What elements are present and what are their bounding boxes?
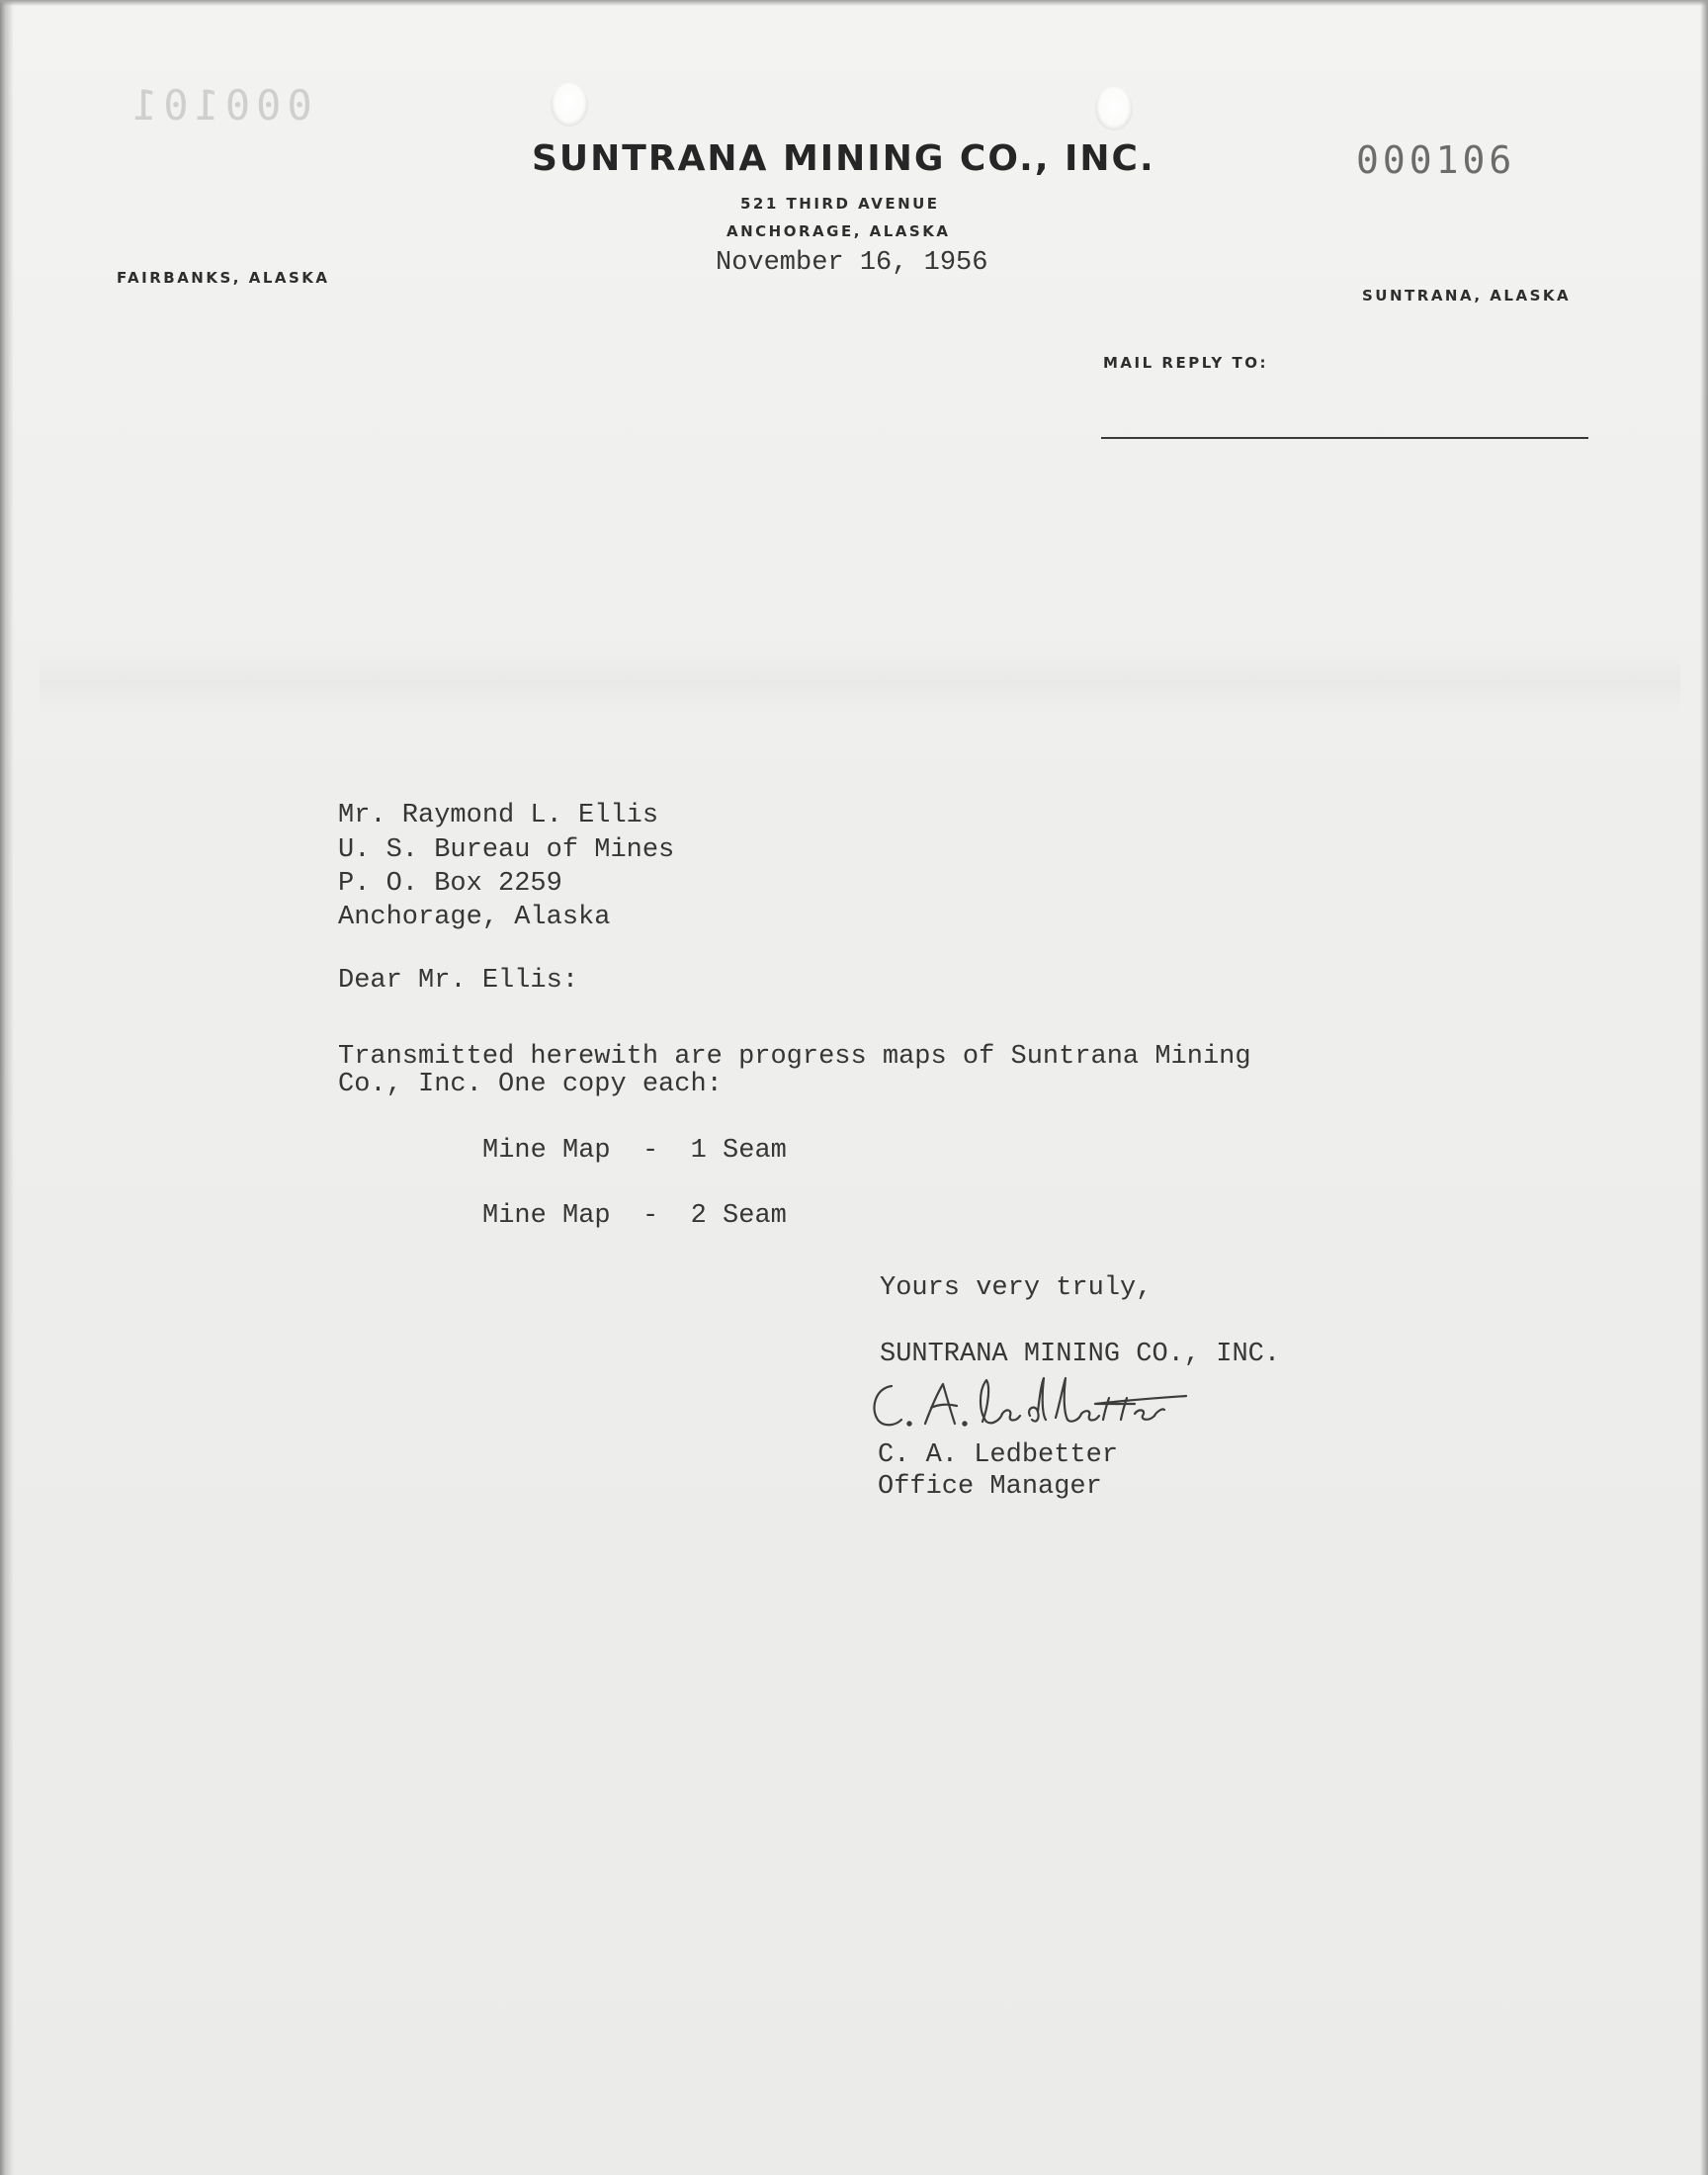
mail-reply-label: MAIL REPLY TO: (1103, 354, 1268, 372)
recipient-line: P. O. Box 2259 (338, 869, 562, 899)
punch-hole-left (551, 83, 588, 127)
document-number: 000106 (1356, 138, 1516, 182)
complimentary-closing: Yours very truly, (880, 1273, 1153, 1303)
signer-name: C. A. Ledbetter (878, 1440, 1119, 1470)
letterhead-company-name: SUNTRANA MINING CO., INC. (532, 138, 1155, 179)
body-line: Transmitted herewith are progress maps of Suntrana Mining (338, 1042, 1251, 1072)
letterhead-branch-suntrana: SUNTRANA, ALASKA (1362, 287, 1572, 304)
scan-edge-top (0, 0, 1708, 6)
closing-company-name: SUNTRANA MINING CO., INC. (880, 1340, 1281, 1369)
salutation: Dear Mr. Ellis: (338, 966, 579, 996)
enclosure-item: Mine Map - 1 Seam (482, 1136, 787, 1166)
letterhead-street: 521 THIRD AVENUE (740, 195, 940, 213)
punch-hole-right (1095, 87, 1133, 130)
bleed-through-number: 000101 (127, 81, 312, 130)
body-line: Co., Inc. One copy each: (338, 1070, 723, 1099)
recipient-line: Anchorage, Alaska (338, 903, 611, 932)
letter-date: November 16, 1956 (716, 248, 988, 278)
mail-reply-underline (1101, 437, 1588, 439)
enclosure-item: Mine Map - 2 Seam (482, 1201, 787, 1231)
recipient-line: Mr. Raymond L. Ellis (338, 801, 659, 830)
recipient-line: U. S. Bureau of Mines (338, 835, 675, 865)
letterhead-city: ANCHORAGE, ALASKA (726, 222, 951, 240)
letterhead-branch-fairbanks: FAIRBANKS, ALASKA (117, 269, 330, 287)
scan-edge-left (0, 0, 14, 2175)
signer-title: Office Manager (878, 1472, 1102, 1502)
handwritten-signature (862, 1364, 1188, 1443)
bleed-through-band (40, 652, 1680, 712)
scan-edge-right (1700, 0, 1708, 2175)
